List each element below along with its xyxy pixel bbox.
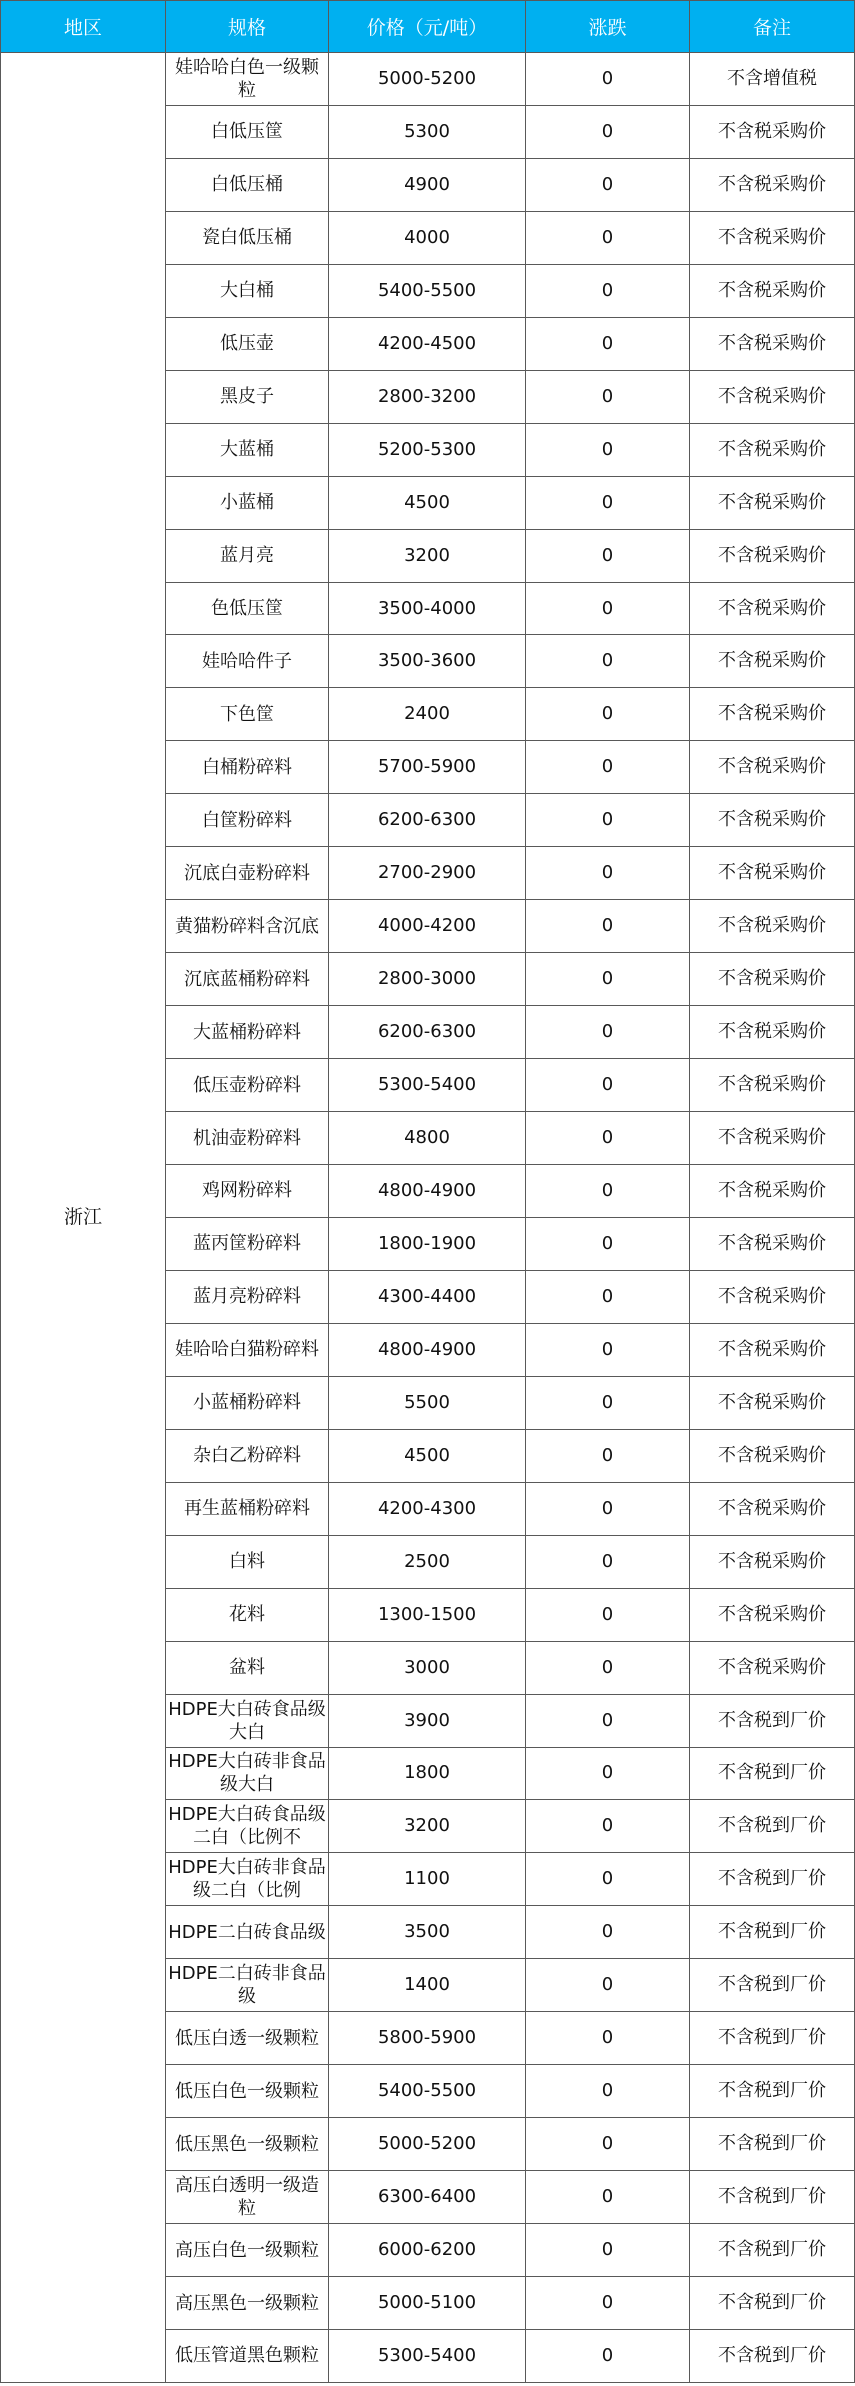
column-header-price: 价格（元/吨） bbox=[329, 1, 526, 53]
spec-cell: 白低压桶 bbox=[166, 158, 329, 211]
note-cell: 不含税采购价 bbox=[690, 1270, 855, 1323]
note-cell: 不含税采购价 bbox=[690, 1376, 855, 1429]
price-cell: 6200-6300 bbox=[329, 794, 526, 847]
price-cell: 4800 bbox=[329, 1112, 526, 1165]
spec-cell: 黑皮子 bbox=[166, 370, 329, 423]
note-cell: 不含税采购价 bbox=[690, 741, 855, 794]
price-cell: 5500 bbox=[329, 1376, 526, 1429]
price-cell: 3500 bbox=[329, 1906, 526, 1959]
change-cell: 0 bbox=[526, 1906, 690, 1959]
change-cell: 0 bbox=[526, 2065, 690, 2118]
price-cell: 3900 bbox=[329, 1694, 526, 1747]
note-cell: 不含税采购价 bbox=[690, 1112, 855, 1165]
price-cell: 1800-1900 bbox=[329, 1217, 526, 1270]
price-cell: 1400 bbox=[329, 1959, 526, 2012]
note-cell: 不含税采购价 bbox=[690, 1641, 855, 1694]
price-cell: 5300-5400 bbox=[329, 1059, 526, 1112]
spec-cell: 娃哈哈件子 bbox=[166, 635, 329, 688]
price-cell: 2500 bbox=[329, 1535, 526, 1588]
spec-cell: 黄猫粉碎料含沉底 bbox=[166, 900, 329, 953]
price-cell: 4900 bbox=[329, 158, 526, 211]
price-cell: 5400-5500 bbox=[329, 2065, 526, 2118]
change-cell: 0 bbox=[526, 1853, 690, 1906]
column-header-change: 涨跌 bbox=[526, 1, 690, 53]
note-cell: 不含税到厂价 bbox=[690, 1747, 855, 1800]
spec-cell: 花料 bbox=[166, 1588, 329, 1641]
change-cell: 0 bbox=[526, 900, 690, 953]
note-cell: 不含税到厂价 bbox=[690, 2118, 855, 2171]
note-cell: 不含税采购价 bbox=[690, 1535, 855, 1588]
spec-cell: 大蓝桶粉碎料 bbox=[166, 1006, 329, 1059]
note-cell: 不含税采购价 bbox=[690, 1588, 855, 1641]
note-cell: 不含税采购价 bbox=[690, 1217, 855, 1270]
spec-cell: 白低压筐 bbox=[166, 105, 329, 158]
price-cell: 4800-4900 bbox=[329, 1165, 526, 1218]
spec-cell: 高压白透明一级造粒 bbox=[166, 2171, 329, 2224]
note-cell: 不含税采购价 bbox=[690, 688, 855, 741]
spec-cell: 大白桶 bbox=[166, 264, 329, 317]
change-cell: 0 bbox=[526, 2012, 690, 2065]
change-cell: 0 bbox=[526, 211, 690, 264]
spec-cell: 蓝丙筐粉碎料 bbox=[166, 1217, 329, 1270]
change-cell: 0 bbox=[526, 1641, 690, 1694]
change-cell: 0 bbox=[526, 423, 690, 476]
price-cell: 1300-1500 bbox=[329, 1588, 526, 1641]
spec-cell: HDPE大白砖非食品级二白（比例 bbox=[166, 1853, 329, 1906]
note-cell: 不含税采购价 bbox=[690, 900, 855, 953]
spec-cell: 小蓝桶 bbox=[166, 476, 329, 529]
price-cell: 4500 bbox=[329, 1429, 526, 1482]
note-cell: 不含税到厂价 bbox=[690, 2171, 855, 2224]
spec-cell: 低压管道黑色颗粒 bbox=[166, 2329, 329, 2382]
note-cell: 不含税采购价 bbox=[690, 105, 855, 158]
note-cell: 不含税采购价 bbox=[690, 476, 855, 529]
note-cell: 不含税采购价 bbox=[690, 1482, 855, 1535]
spec-cell: 白筐粉碎料 bbox=[166, 794, 329, 847]
note-cell: 不含增值税 bbox=[690, 53, 855, 106]
note-cell: 不含税到厂价 bbox=[690, 1800, 855, 1853]
spec-cell: 白桶粉碎料 bbox=[166, 741, 329, 794]
note-cell: 不含税采购价 bbox=[690, 847, 855, 900]
price-cell: 5800-5900 bbox=[329, 2012, 526, 2065]
price-cell: 5000-5200 bbox=[329, 2118, 526, 2171]
note-cell: 不含税采购价 bbox=[690, 529, 855, 582]
spec-cell: 瓷白低压桶 bbox=[166, 211, 329, 264]
change-cell: 0 bbox=[526, 1112, 690, 1165]
change-cell: 0 bbox=[526, 741, 690, 794]
price-cell: 5300-5400 bbox=[329, 2329, 526, 2382]
note-cell: 不含税采购价 bbox=[690, 423, 855, 476]
change-cell: 0 bbox=[526, 1376, 690, 1429]
note-cell: 不含税采购价 bbox=[690, 1165, 855, 1218]
price-cell: 5000-5200 bbox=[329, 53, 526, 106]
change-cell: 0 bbox=[526, 1429, 690, 1482]
note-cell: 不含税采购价 bbox=[690, 1006, 855, 1059]
price-cell: 4000-4200 bbox=[329, 900, 526, 953]
change-cell: 0 bbox=[526, 1959, 690, 2012]
note-cell: 不含税采购价 bbox=[690, 317, 855, 370]
change-cell: 0 bbox=[526, 1165, 690, 1218]
note-cell: 不含税采购价 bbox=[690, 1323, 855, 1376]
note-cell: 不含税采购价 bbox=[690, 953, 855, 1006]
change-cell: 0 bbox=[526, 1323, 690, 1376]
column-header-region: 地区 bbox=[1, 1, 166, 53]
note-cell: 不含税到厂价 bbox=[690, 2012, 855, 2065]
header-row bbox=[1, 1, 855, 53]
spec-cell: 低压壶 bbox=[166, 317, 329, 370]
price-cell: 4200-4300 bbox=[329, 1482, 526, 1535]
price-cell: 3500-4000 bbox=[329, 582, 526, 635]
change-cell: 0 bbox=[526, 2171, 690, 2224]
spec-cell: 白料 bbox=[166, 1535, 329, 1588]
spec-cell: 低压黑色一级颗粒 bbox=[166, 2118, 329, 2171]
spec-cell: HDPE大白砖非食品级大白 bbox=[166, 1747, 329, 1800]
price-cell: 5200-5300 bbox=[329, 423, 526, 476]
table-header bbox=[1, 1, 855, 53]
spec-cell: 下色筐 bbox=[166, 688, 329, 741]
change-cell: 0 bbox=[526, 105, 690, 158]
note-cell: 不含税采购价 bbox=[690, 370, 855, 423]
note-cell: 不含税采购价 bbox=[690, 582, 855, 635]
price-cell: 4200-4500 bbox=[329, 317, 526, 370]
change-cell: 0 bbox=[526, 370, 690, 423]
change-cell: 0 bbox=[526, 476, 690, 529]
column-header-spec: 规格 bbox=[166, 1, 329, 53]
spec-cell: 鸡网粉碎料 bbox=[166, 1165, 329, 1218]
price-cell: 3200 bbox=[329, 1800, 526, 1853]
price-cell: 5000-5100 bbox=[329, 2277, 526, 2330]
change-cell: 0 bbox=[526, 1694, 690, 1747]
price-cell: 3500-3600 bbox=[329, 635, 526, 688]
change-cell: 0 bbox=[526, 1535, 690, 1588]
price-cell: 5300 bbox=[329, 105, 526, 158]
spec-cell: 高压黑色一级颗粒 bbox=[166, 2277, 329, 2330]
spec-cell: 机油壶粉碎料 bbox=[166, 1112, 329, 1165]
price-cell: 5400-5500 bbox=[329, 264, 526, 317]
change-cell: 0 bbox=[526, 1270, 690, 1323]
spec-cell: HDPE二白砖非食品级 bbox=[166, 1959, 329, 2012]
region-cell: 浙江 bbox=[1, 53, 166, 2383]
note-cell: 不含税采购价 bbox=[690, 635, 855, 688]
spec-cell: HDPE二白砖食品级 bbox=[166, 1906, 329, 1959]
spec-cell: 杂白乙粉碎料 bbox=[166, 1429, 329, 1482]
price-cell: 2800-3000 bbox=[329, 953, 526, 1006]
change-cell: 0 bbox=[526, 317, 690, 370]
spec-cell: 娃哈哈白色一级颗粒 bbox=[166, 53, 329, 106]
note-cell: 不含税到厂价 bbox=[690, 1906, 855, 1959]
note-cell: 不含税到厂价 bbox=[690, 1694, 855, 1747]
price-cell: 1100 bbox=[329, 1853, 526, 1906]
spec-cell: 高压白色一级颗粒 bbox=[166, 2224, 329, 2277]
price-cell: 6200-6300 bbox=[329, 1006, 526, 1059]
change-cell: 0 bbox=[526, 1059, 690, 1112]
price-cell: 2700-2900 bbox=[329, 847, 526, 900]
change-cell: 0 bbox=[526, 264, 690, 317]
change-cell: 0 bbox=[526, 1482, 690, 1535]
note-cell: 不含税采购价 bbox=[690, 794, 855, 847]
price-cell: 2800-3200 bbox=[329, 370, 526, 423]
spec-cell: 色低压筐 bbox=[166, 582, 329, 635]
change-cell: 0 bbox=[526, 529, 690, 582]
change-cell: 0 bbox=[526, 1006, 690, 1059]
price-cell: 6300-6400 bbox=[329, 2171, 526, 2224]
change-cell: 0 bbox=[526, 2118, 690, 2171]
note-cell: 不含税到厂价 bbox=[690, 1853, 855, 1906]
spec-cell: 再生蓝桶粉碎料 bbox=[166, 1482, 329, 1535]
change-cell: 0 bbox=[526, 635, 690, 688]
table-body bbox=[1, 53, 855, 2383]
column-header-note: 备注 bbox=[690, 1, 855, 53]
price-cell: 4500 bbox=[329, 476, 526, 529]
spec-cell: 低压壶粉碎料 bbox=[166, 1059, 329, 1112]
change-cell: 0 bbox=[526, 688, 690, 741]
change-cell: 0 bbox=[526, 2224, 690, 2277]
spec-cell: 蓝月亮粉碎料 bbox=[166, 1270, 329, 1323]
note-cell: 不含税到厂价 bbox=[690, 2224, 855, 2277]
change-cell: 0 bbox=[526, 1217, 690, 1270]
price-cell: 3200 bbox=[329, 529, 526, 582]
change-cell: 0 bbox=[526, 1747, 690, 1800]
change-cell: 0 bbox=[526, 2277, 690, 2330]
note-cell: 不含税到厂价 bbox=[690, 2065, 855, 2118]
change-cell: 0 bbox=[526, 953, 690, 1006]
note-cell: 不含税采购价 bbox=[690, 1429, 855, 1482]
note-cell: 不含税采购价 bbox=[690, 1059, 855, 1112]
change-cell: 0 bbox=[526, 1800, 690, 1853]
change-cell: 0 bbox=[526, 158, 690, 211]
price-cell: 6000-6200 bbox=[329, 2224, 526, 2277]
spec-cell: HDPE大白砖食品级二白（比例不 bbox=[166, 1800, 329, 1853]
spec-cell: 沉底白壶粉碎料 bbox=[166, 847, 329, 900]
price-cell: 5700-5900 bbox=[329, 741, 526, 794]
change-cell: 0 bbox=[526, 53, 690, 106]
spec-cell: 小蓝桶粉碎料 bbox=[166, 1376, 329, 1429]
spec-cell: 低压白透一级颗粒 bbox=[166, 2012, 329, 2065]
note-cell: 不含税到厂价 bbox=[690, 2329, 855, 2382]
note-cell: 不含税采购价 bbox=[690, 264, 855, 317]
change-cell: 0 bbox=[526, 794, 690, 847]
spec-cell: 娃哈哈白猫粉碎料 bbox=[166, 1323, 329, 1376]
table-row bbox=[1, 53, 855, 106]
price-cell: 1800 bbox=[329, 1747, 526, 1800]
spec-cell: 沉底蓝桶粉碎料 bbox=[166, 953, 329, 1006]
spec-cell: HDPE大白砖食品级大白 bbox=[166, 1694, 329, 1747]
note-cell: 不含税到厂价 bbox=[690, 2277, 855, 2330]
price-cell: 4300-4400 bbox=[329, 1270, 526, 1323]
spec-cell: 蓝月亮 bbox=[166, 529, 329, 582]
spec-cell: 低压白色一级颗粒 bbox=[166, 2065, 329, 2118]
change-cell: 0 bbox=[526, 582, 690, 635]
price-cell: 2400 bbox=[329, 688, 526, 741]
spec-cell: 大蓝桶 bbox=[166, 423, 329, 476]
price-cell: 3000 bbox=[329, 1641, 526, 1694]
price-cell: 4800-4900 bbox=[329, 1323, 526, 1376]
note-cell: 不含税采购价 bbox=[690, 158, 855, 211]
note-cell: 不含税采购价 bbox=[690, 211, 855, 264]
spec-cell: 盆料 bbox=[166, 1641, 329, 1694]
price-cell: 4000 bbox=[329, 211, 526, 264]
note-cell: 不含税到厂价 bbox=[690, 1959, 855, 2012]
change-cell: 0 bbox=[526, 847, 690, 900]
change-cell: 0 bbox=[526, 2329, 690, 2382]
change-cell: 0 bbox=[526, 1588, 690, 1641]
